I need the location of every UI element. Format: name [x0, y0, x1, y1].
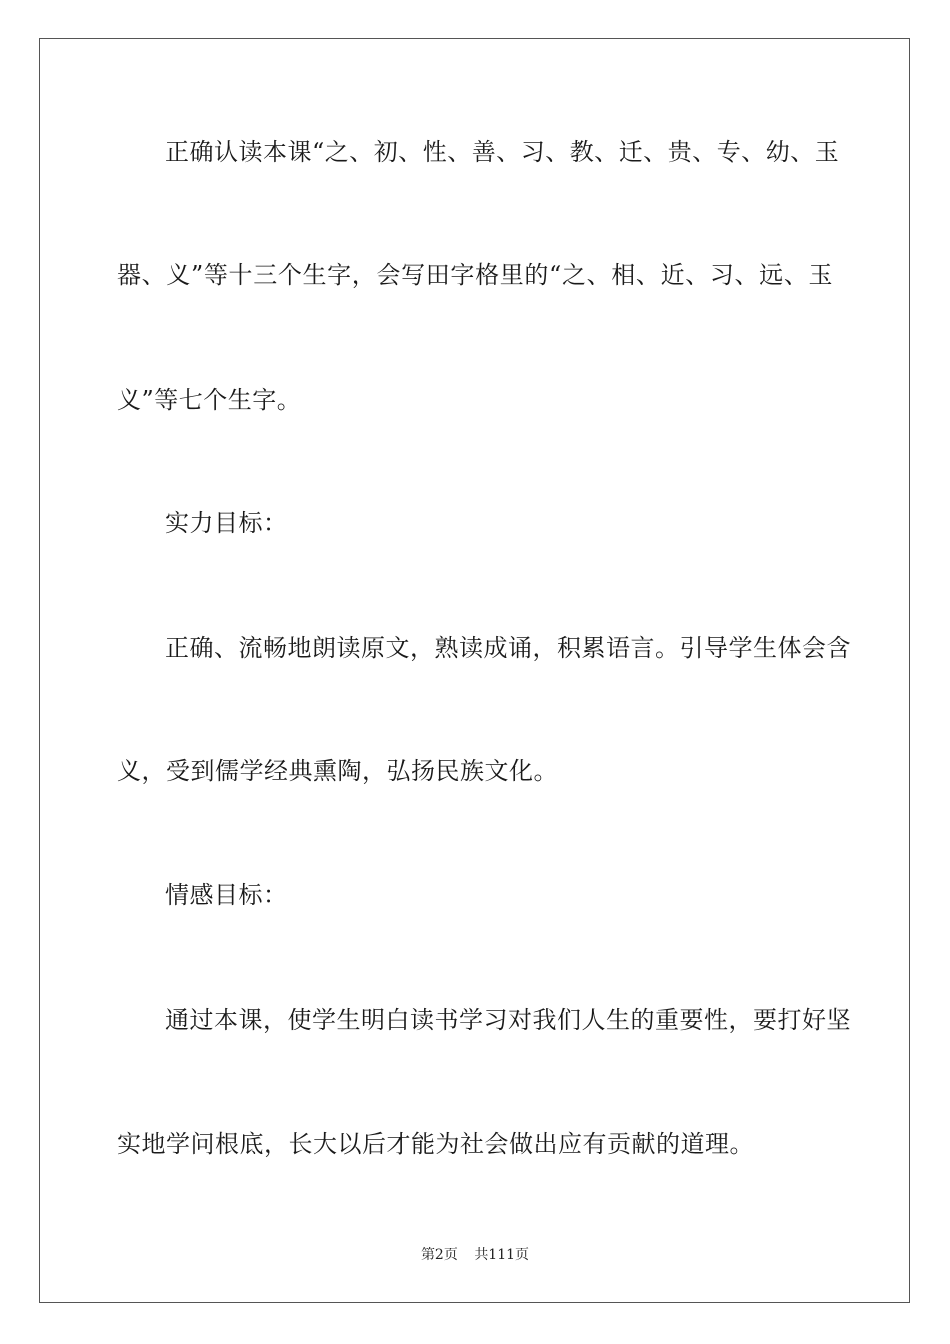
paragraph-ability-line-2: 义，受到儒学经典熏陶，弘扬民族文化。 — [117, 757, 558, 785]
paragraph-emotion-line-2: 实地学问根底，长大以后才能为社会做出应有贡献的道理。 — [117, 1130, 754, 1158]
paragraph-knowledge-line-2: 器、义”等十三个生字，会写田字格里的“之、相、近、习、远、玉 — [117, 261, 833, 289]
page-border — [39, 38, 910, 1303]
page-footer — [0, 1246, 950, 1264]
paragraph-emotion-line-1: 通过本课，使学生明白读书学习对我们人生的重要性，要打好坚 — [165, 1006, 851, 1034]
heading-ability-goal: 实力目标： — [165, 509, 288, 537]
page-number-total: 共111页 — [474, 1247, 530, 1263]
paragraph-ability-line-1: 正确、流畅地朗读原文，熟读成诵，积累语言。引导学生体会含 — [165, 634, 851, 662]
page-number-current: 第2页 — [420, 1247, 458, 1263]
paragraph-knowledge-line-3: 义”等七个生字。 — [117, 386, 302, 414]
heading-emotion-goal: 情感目标： — [165, 881, 288, 909]
paragraph-knowledge-line-1: 正确认读本课“之、初、性、善、习、教、迁、贵、专、幼、玉 — [165, 138, 840, 166]
